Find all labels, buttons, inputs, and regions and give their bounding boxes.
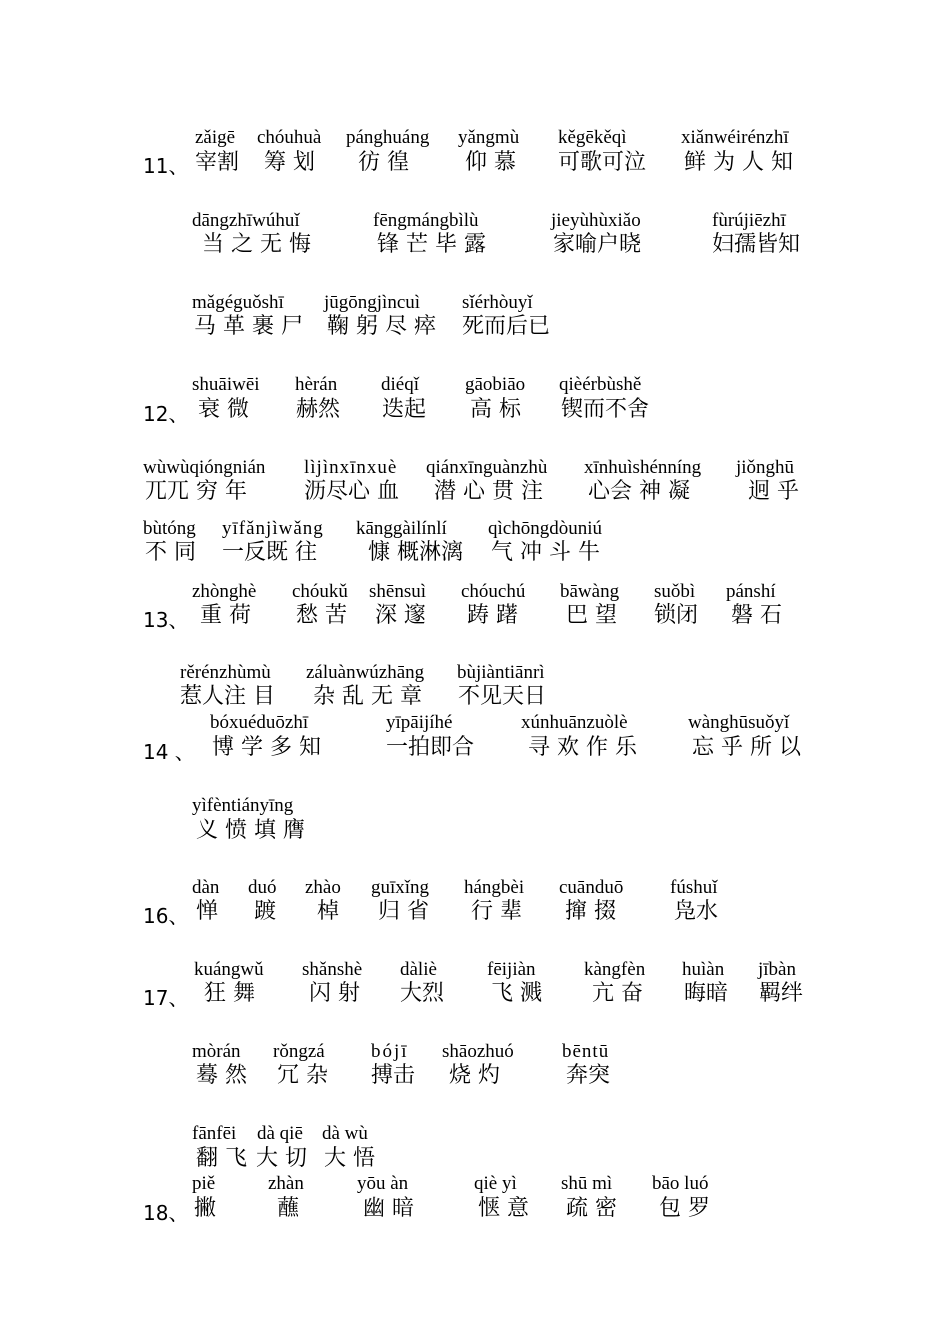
hanzi: 迭起 [382,397,427,422]
hanzi: 狂 舞 [204,981,255,1006]
pinyin: bójī [371,1041,409,1062]
pinyin: yīpāijíhé [386,712,453,733]
pinyin: bùtóng [143,518,196,539]
hanzi: 惹人注 目 [180,684,275,709]
hanzi: 凫水 [674,899,719,924]
hanzi: 沥尽心 血 [304,479,399,504]
hanzi: 兀兀 穷 年 [145,479,247,504]
pinyin: qièérbùshě [559,374,642,395]
hanzi: 幽 暗 [363,1196,414,1221]
pinyin: cuānduō [559,877,624,898]
hanzi: 大 切 [256,1146,307,1171]
hanzi: 惮 [196,899,219,924]
pinyin: shuāiwēi [192,374,260,395]
hanzi: 气 冲 斗 牛 [491,540,600,565]
pinyin: duó [248,877,277,898]
hanzi: 亢 奋 [592,981,643,1006]
hanzi: 衰 微 [198,397,249,422]
pinyin: rǒngzá [273,1041,325,1062]
hanzi: 翻 飞 [196,1146,247,1171]
pinyin: xīnhuìshénníng [584,457,702,478]
hanzi: 不见天日 [458,684,547,709]
hanzi: 一反既 往 [222,540,317,565]
pinyin: mòrán [192,1041,241,1062]
group-number: 11、 [143,154,189,178]
hanzi: 高 标 [470,397,521,422]
pinyin: fānfēi [192,1123,237,1144]
group-number: 17、 [143,986,189,1010]
pinyin: fēijiàn [487,959,536,980]
pinyin: jībàn [758,959,796,980]
pinyin: chóuchú [461,581,526,602]
pinyin: yǎngmù [458,127,520,148]
pinyin: wànghūsuǒyǐ [688,712,790,733]
hanzi: 巴 望 [566,603,617,628]
pinyin: mǎgéguǒshī [192,292,284,313]
group-number: 12、 [143,402,189,426]
pinyin: huìàn [682,959,725,980]
pinyin: guīxǐng [371,877,430,898]
hanzi: 忘 乎 所 以 [692,735,801,760]
pinyin: bēntū [562,1041,610,1062]
group-number: 18、 [143,1201,189,1225]
hanzi: 仰 慕 [465,150,516,175]
pinyin: kānggàilínlí [356,518,447,539]
group-number: 14 、 [143,740,195,764]
hanzi: 闪 射 [309,981,360,1006]
hanzi: 大 悟 [324,1146,375,1171]
hanzi: 磐 石 [731,603,782,628]
pinyin: bùjiàntiānrì [457,662,545,683]
pinyin: yōu àn [357,1173,409,1194]
hanzi: 羁绊 [759,981,804,1006]
pinyin: yìfèntiányīng [192,795,294,816]
hanzi: 妇孺皆知 [712,232,801,257]
hanzi: 锁闭 [654,603,699,628]
hanzi: 赫然 [296,397,341,422]
hanzi: 锲而不舍 [561,397,650,422]
pinyin: qiánxīnguànzhù [426,457,548,478]
pinyin: shāozhuó [442,1041,514,1062]
hanzi: 慷 概淋漓 [368,540,463,565]
hanzi: 踱 [254,899,277,924]
pinyin: zhàn [268,1173,304,1194]
hanzi: 踌 躇 [467,603,518,628]
pinyin: zǎigē [195,127,236,148]
hanzi: 行 辈 [471,899,522,924]
pinyin: hángbèi [464,877,525,898]
hanzi: 飞 溅 [491,981,542,1006]
hanzi: 一拍即合 [386,735,475,760]
pinyin: qiè yì [474,1173,517,1194]
hanzi: 冗 杂 [277,1063,328,1088]
group-number: 16、 [143,904,189,928]
hanzi: 搏击 [371,1063,416,1088]
pinyin: dàn [192,877,220,898]
hanzi: 惬 意 [478,1196,529,1221]
pinyin: bāo luó [652,1173,709,1194]
pinyin: sǐérhòuyǐ [462,292,533,313]
pinyin: rěrénzhùmù [180,662,271,683]
hanzi: 包 罗 [659,1196,710,1221]
pinyin: qìchōngdòuniú [488,518,602,539]
pinyin: yīfǎnjìwǎng [222,518,324,539]
hanzi: 重 荷 [200,603,251,628]
hanzi: 深 邃 [375,603,426,628]
hanzi: 蓦 然 [196,1063,247,1088]
hanzi: 愁 苦 [296,603,347,628]
group-number: 13、 [143,608,189,632]
pinyin: jiǒnghū [736,457,795,478]
pinyin: chóuhuà [257,127,322,148]
pinyin: suǒbì [654,581,696,602]
hanzi: 迥 乎 [748,479,799,504]
hanzi: 棹 [317,899,340,924]
pinyin: zhònghè [192,581,257,602]
hanzi: 鲜 为 人 知 [684,150,793,175]
hanzi: 杂 乱 无 章 [313,684,422,709]
hanzi: 彷 徨 [358,150,409,175]
pinyin: dāngzhīwúhuǐ [192,210,300,231]
hanzi: 寻 欢 作 乐 [528,735,637,760]
hanzi: 义 愤 填 膺 [196,818,305,843]
pinyin: dà wù [322,1123,368,1144]
hanzi: 鞠 躬 尽 瘁 [327,314,436,339]
hanzi: 可歌可泣 [558,150,647,175]
pinyin: bóxuéduōzhī [210,712,309,733]
pinyin: kàngfèn [584,959,646,980]
hanzi: 家喻户晓 [553,232,642,257]
pinyin: dàliè [400,959,437,980]
pinyin: pánshí [726,581,776,602]
pinyin: gāobiāo [465,374,526,395]
pinyin: chóukǔ [292,581,348,602]
pinyin: xiǎnwéirénzhī [681,127,789,148]
pinyin: kěgēkěqì [558,127,627,148]
pinyin: shēnsuì [369,581,426,602]
pinyin: dà qiē [257,1123,303,1144]
hanzi: 当 之 无 悔 [202,232,311,257]
pinyin: fúshuǐ [670,877,718,898]
pinyin: xúnhuānzuòlè [521,712,628,733]
pinyin: jūgōngjìncuì [324,292,421,313]
pinyin: záluànwúzhāng [306,662,425,683]
pinyin: zhào [305,877,341,898]
pinyin: bāwàng [560,581,620,602]
hanzi: 博 学 多 知 [212,735,321,760]
hanzi: 不 同 [145,540,196,565]
pinyin: diéqǐ [381,374,419,395]
hanzi: 撺 掇 [565,899,616,924]
hanzi: 宰割 [195,150,240,175]
pinyin: lìjìnxīnxuè [304,457,398,478]
hanzi: 潜 心 贯 注 [434,479,543,504]
hanzi: 死而后已 [462,314,551,339]
pinyin: jieyùhùxiǎo [551,210,641,231]
pinyin: pánghuáng [346,127,430,148]
hanzi: 疏 密 [566,1196,617,1221]
hanzi: 奔突 [566,1063,611,1088]
hanzi: 马 革 裹 尸 [194,314,303,339]
pinyin: shǎnshè [302,959,363,980]
hanzi: 大烈 [400,981,445,1006]
pinyin: wùwùqióngnián [143,457,266,478]
hanzi: 筹 划 [264,150,315,175]
hanzi: 晦暗 [684,981,729,1006]
pinyin: shū mì [561,1173,613,1194]
hanzi: 心会 神 凝 [588,479,690,504]
pinyin: fùrújiēzhī [712,210,786,231]
pinyin: kuángwǔ [194,959,264,980]
pinyin: fēngmángbìlù [373,210,479,231]
pinyin: piě [192,1173,216,1194]
hanzi: 锋 芒 毕 露 [377,232,486,257]
hanzi: 撇 [194,1196,217,1221]
hanzi: 蘸 [277,1196,300,1221]
pinyin: hèrán [295,374,338,395]
hanzi: 归 省 [378,899,429,924]
hanzi: 烧 灼 [449,1063,500,1088]
